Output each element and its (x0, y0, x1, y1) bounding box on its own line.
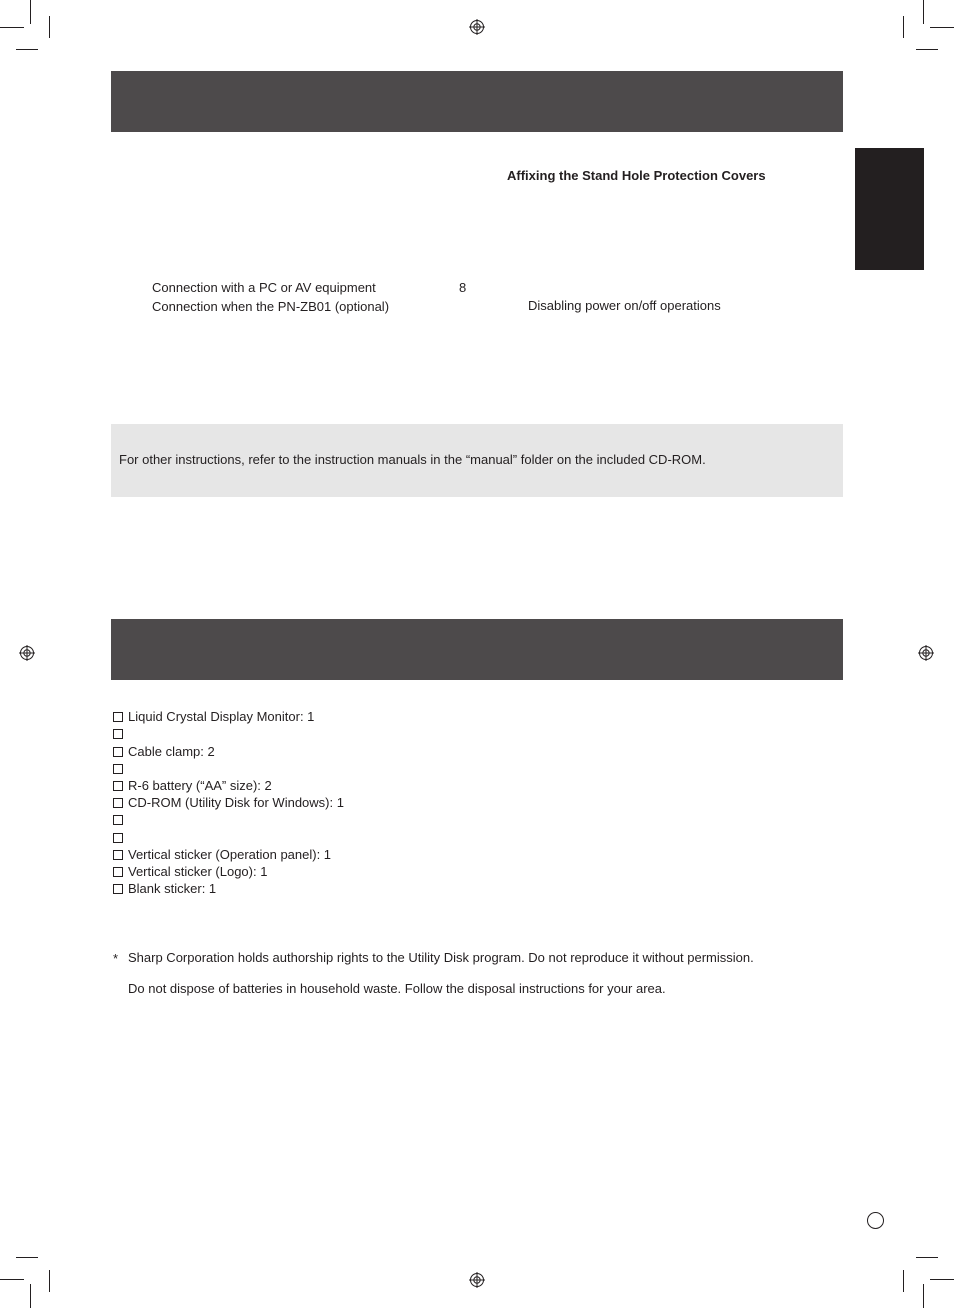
checklist-item (113, 812, 128, 828)
crop-mark (30, 1284, 31, 1308)
crop-mark (49, 16, 50, 38)
checklist-item-label: Liquid Crystal Display Monitor: 1 (128, 709, 315, 724)
contents-header-bar (111, 71, 843, 132)
checklist-item (113, 709, 314, 725)
checkbox-icon (113, 729, 123, 739)
checkbox-icon (113, 884, 123, 894)
crop-mark (30, 0, 31, 24)
checkbox-icon (113, 781, 123, 791)
registration-mark-icon (918, 645, 934, 661)
toc-entry-right: Disabling power on/off operations (528, 298, 721, 313)
checklist-item (113, 881, 216, 897)
crop-mark (903, 16, 904, 38)
note-box (111, 424, 843, 497)
checklist-item-label: Vertical sticker (Operation panel): 1 (128, 847, 332, 862)
checklist-item-label: Vertical sticker (Logo): 1 (128, 864, 268, 879)
checklist-item-label: R-6 battery (“AA” size): 2 (128, 778, 272, 793)
checklist-item (113, 847, 331, 863)
checklist-item-label: CD-ROM (Utility Disk for Windows): 1 (128, 795, 344, 810)
crop-mark (0, 1279, 24, 1280)
registration-mark-icon (19, 645, 35, 661)
toc-entry: Connection with a PC or AV equipment (152, 280, 376, 295)
checklist-item (113, 864, 267, 880)
checkbox-icon (113, 747, 123, 757)
registration-mark-icon (469, 19, 485, 35)
checklist-item (113, 778, 272, 794)
supplied-components-header-bar (111, 619, 843, 680)
checkbox-icon (113, 712, 123, 722)
checkbox-icon (113, 764, 123, 774)
checklist-item (113, 726, 128, 742)
registration-mark-icon (469, 1272, 485, 1288)
crop-mark (903, 1270, 904, 1292)
checkbox-icon (113, 833, 123, 843)
crop-mark (930, 27, 954, 28)
checkbox-icon (113, 867, 123, 877)
checklist-item (113, 744, 215, 760)
checkbox-icon (113, 850, 123, 860)
crop-mark (930, 1279, 954, 1280)
crop-mark (923, 1284, 924, 1308)
battery-disposal-note: Do not dispose of batteries in household waste. Follow the disposal instructions for your area. (128, 981, 666, 996)
language-side-tab (855, 148, 924, 270)
crop-mark (916, 49, 938, 50)
crop-mark (916, 1257, 938, 1258)
note-text: For other instructions, refer to the instruction manuals in the “manual” folder on the included CD-ROM. (119, 452, 706, 467)
checklist-item (113, 830, 128, 846)
checklist-item (113, 795, 344, 811)
crop-mark (16, 1257, 38, 1258)
crop-mark (923, 0, 924, 24)
checkbox-icon (113, 798, 123, 808)
page-number-circle-icon (867, 1212, 884, 1229)
toc-heading-affixing: Affixing the Stand Hole Protection Covers (507, 168, 766, 183)
checkbox-icon (113, 815, 123, 825)
footnote-marker: * (113, 951, 119, 966)
crop-mark (0, 27, 24, 28)
crop-mark (16, 49, 38, 50)
footnote-text: Sharp Corporation holds authorship rights to the Utility Disk program. Do not reproduce it without permission. (128, 950, 754, 965)
checklist-item-label: Cable clamp: 2 (128, 744, 215, 759)
crop-mark (49, 1270, 50, 1292)
toc-entry-page: 8 (459, 280, 467, 295)
toc-entry: Connection when the PN-ZB01 (optional) (152, 299, 390, 314)
checklist-item (113, 761, 128, 777)
checklist-item-label: Blank sticker: 1 (128, 881, 217, 896)
